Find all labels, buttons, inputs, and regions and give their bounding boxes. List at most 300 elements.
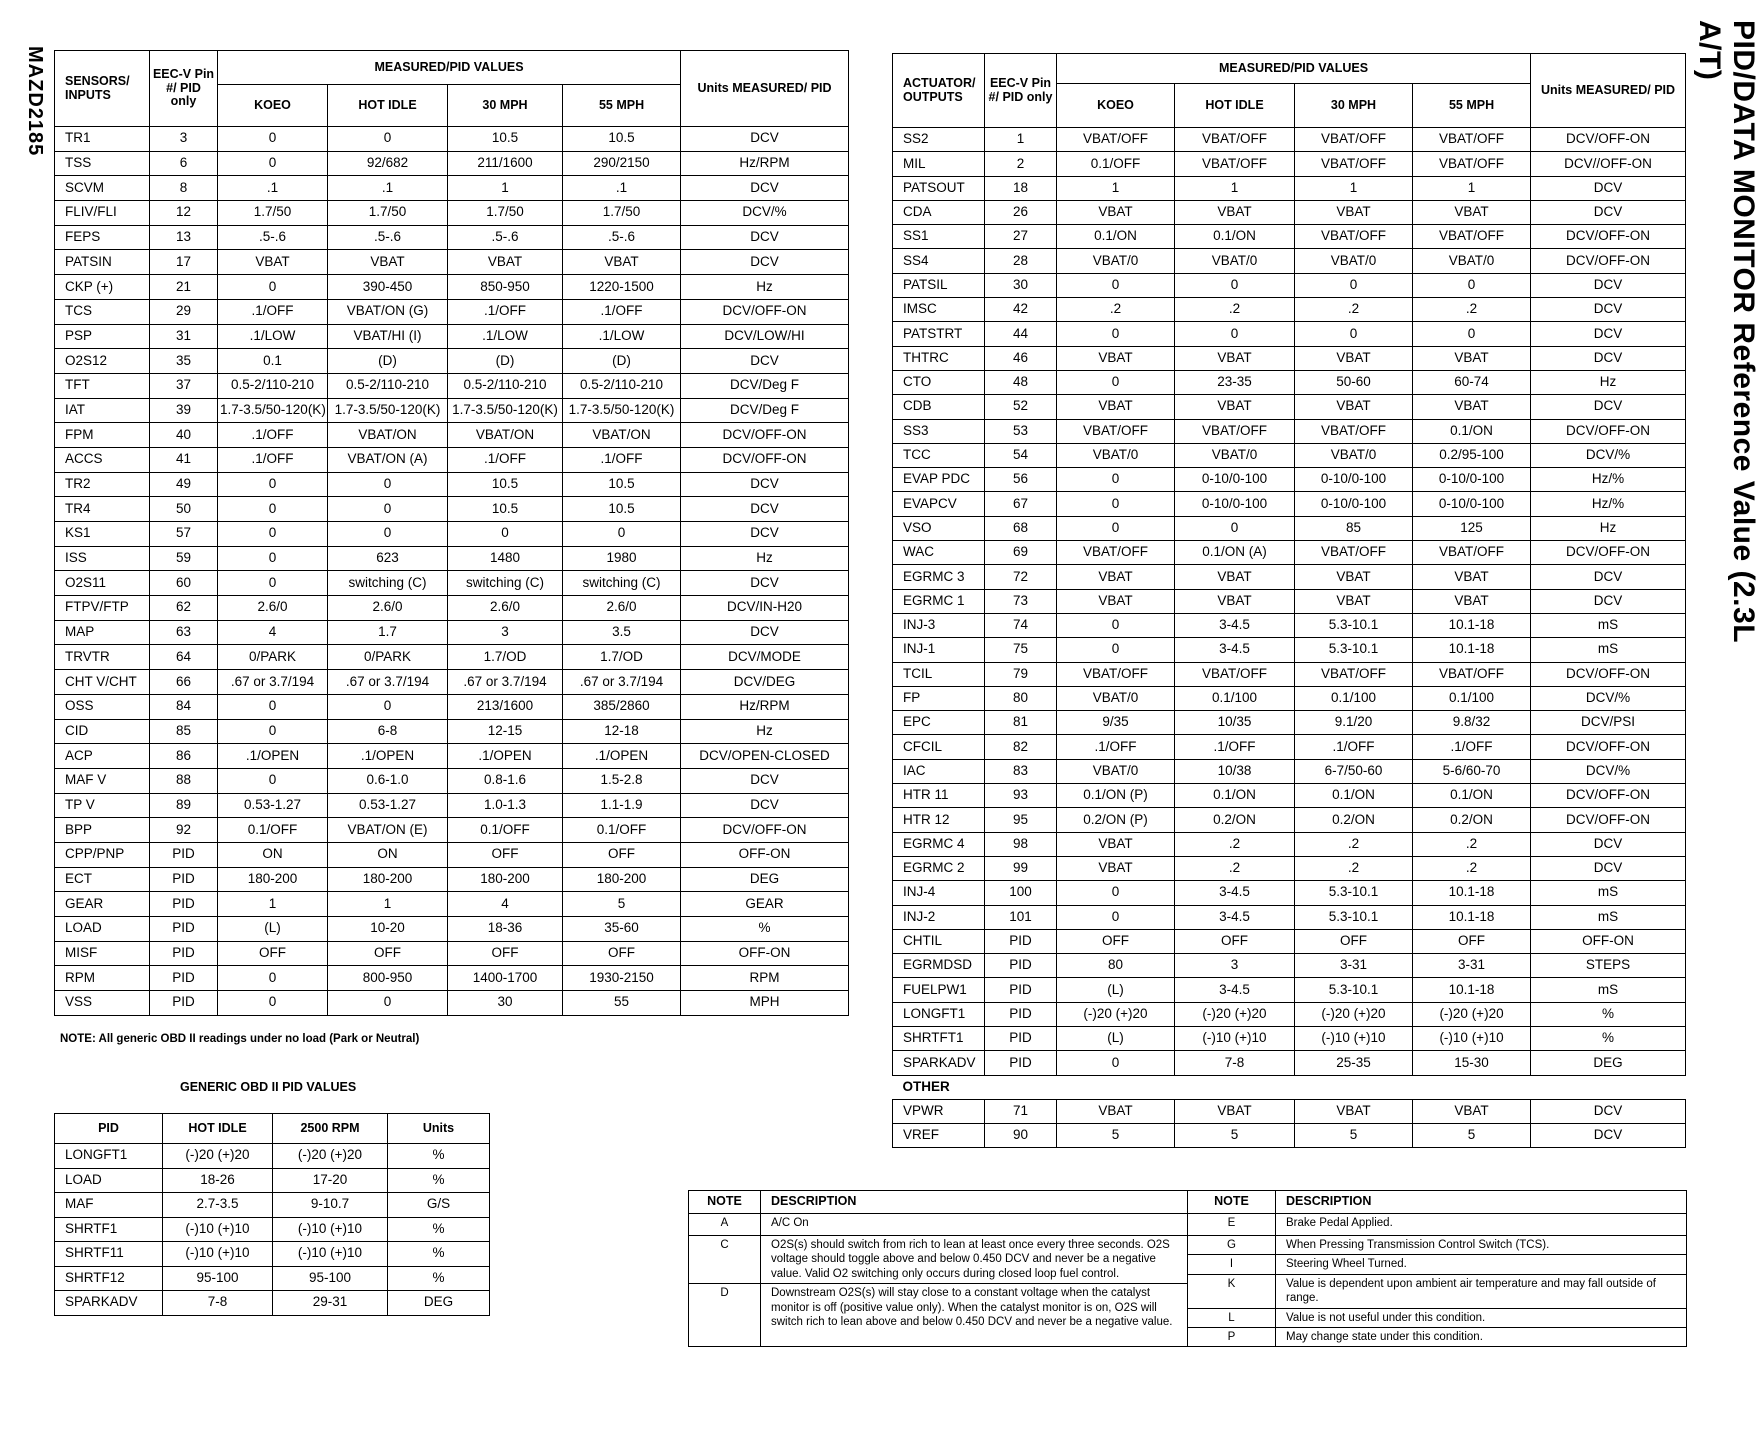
cell-value: 98 — [985, 832, 1057, 856]
table-row — [893, 200, 1686, 224]
cell-value: 0 — [1057, 516, 1175, 540]
cell-value: 3-4.5 — [1175, 978, 1295, 1002]
row-label: HTR 11 — [893, 784, 985, 808]
row-label: EGRMC 1 — [893, 589, 985, 613]
row-label: EPC — [893, 711, 985, 735]
sensors-header-units: Units MEASURED/ PID — [681, 51, 849, 127]
cell-value: 0.5-2/110-210 — [218, 373, 328, 398]
row-label: CDB — [893, 395, 985, 419]
cell-value: VBAT/0 — [1057, 443, 1175, 467]
row-label: CHTIL — [893, 929, 985, 953]
cell-value: VBAT — [218, 250, 328, 275]
cell-value: DCV — [681, 793, 849, 818]
cell-value: .1/OFF — [448, 447, 563, 472]
cell-value: 29 — [150, 299, 218, 324]
cell-value: .67 or 3.7/194 — [563, 670, 681, 695]
cell-value: 17-20 — [273, 1168, 388, 1193]
cell-value: DCV/DEG — [681, 670, 849, 695]
cell-value: 850-950 — [448, 275, 563, 300]
cell-value: (-)20 (+)20 — [1295, 1002, 1413, 1026]
cell-value: VBAT — [1413, 589, 1531, 613]
table-row — [55, 571, 849, 596]
cell-value: 0 — [328, 694, 448, 719]
row-label: THTRC — [893, 346, 985, 370]
cell-value: 0.1/OFF — [1057, 152, 1175, 176]
cell-value: Hz — [1531, 370, 1686, 394]
actuators-header-units: Units MEASURED/ PID — [1531, 54, 1686, 128]
cell-value: 90 — [985, 1124, 1057, 1148]
cell-value: mS — [1531, 613, 1686, 637]
cell-value: PID — [985, 929, 1057, 953]
note-code: D — [689, 1284, 761, 1347]
cell-value: DCV/% — [1531, 443, 1686, 467]
cell-value: STEPS — [1531, 954, 1686, 978]
cell-value: 211/1600 — [448, 151, 563, 176]
cell-value: 10.1-18 — [1413, 881, 1531, 905]
cell-value: VBAT — [1057, 200, 1175, 224]
note-description: A/C On — [761, 1214, 1188, 1236]
cell-value: 0.1 — [218, 349, 328, 374]
cell-value: 92 — [150, 818, 218, 843]
cell-value: VBAT — [1057, 565, 1175, 589]
cell-value: 0 — [328, 472, 448, 497]
cell-value: OFF-ON — [681, 941, 849, 966]
cell-value: VBAT/ON (G) — [328, 299, 448, 324]
cell-value: 59 — [150, 546, 218, 571]
cell-value: DCV — [1531, 346, 1686, 370]
table-row — [893, 784, 1686, 808]
cell-value: VBAT — [1413, 395, 1531, 419]
cell-value: PID — [150, 892, 218, 917]
cell-value: 0.1/OFF — [563, 818, 681, 843]
row-label: MIL — [893, 152, 985, 176]
cell-value: DCV — [681, 620, 849, 645]
cell-value: 1 — [448, 176, 563, 201]
cell-value: 95 — [985, 808, 1057, 832]
table-row — [55, 1266, 490, 1291]
row-label: SHRTFT1 — [893, 1026, 985, 1050]
table-row — [55, 151, 849, 176]
cell-value: 0.2/ON — [1413, 808, 1531, 832]
row-label: IAT — [55, 398, 150, 423]
row-label: LOAD — [55, 917, 150, 942]
row-label: CTO — [893, 370, 985, 394]
cell-value: 50-60 — [1295, 370, 1413, 394]
cell-value: .2 — [1295, 856, 1413, 880]
cell-value: (-)10 (+)10 — [1175, 1026, 1295, 1050]
table-row — [893, 881, 1686, 905]
table-row — [55, 620, 849, 645]
cell-value: 40 — [150, 423, 218, 448]
cell-value: switching (C) — [328, 571, 448, 596]
cell-value: 0 — [1175, 516, 1295, 540]
cell-value: DCV/OFF-ON — [1531, 128, 1686, 152]
row-label: RPM — [55, 966, 150, 991]
cell-value: Hz — [681, 546, 849, 571]
cell-value: % — [388, 1266, 490, 1291]
cell-value: 10.5 — [563, 472, 681, 497]
cell-value: 82 — [985, 735, 1057, 759]
row-label: MISF — [55, 941, 150, 966]
cell-value: 0.1/ON — [1175, 225, 1295, 249]
cell-value: DCV — [681, 176, 849, 201]
cell-value: (-)20 (+)20 — [273, 1144, 388, 1169]
cell-value: 1930-2150 — [563, 966, 681, 991]
row-label: TR1 — [55, 127, 150, 152]
table-row — [55, 991, 849, 1016]
cell-value: VBAT — [1057, 395, 1175, 419]
cell-value: VBAT — [1295, 346, 1413, 370]
row-label: TR2 — [55, 472, 150, 497]
cell-value: 0 — [328, 522, 448, 547]
cell-value: 53 — [985, 419, 1057, 443]
cell-value: VBAT/OFF — [1295, 419, 1413, 443]
table-row — [893, 1026, 1686, 1050]
row-label: VPWR — [893, 1099, 985, 1123]
cell-value: DCV/OFF-ON — [1531, 808, 1686, 832]
cell-value: OFF — [563, 842, 681, 867]
cell-value: DCV — [1531, 176, 1686, 200]
obd-header-hot-idle: HOT IDLE — [163, 1114, 273, 1144]
table-row — [893, 346, 1686, 370]
cell-value: 75 — [985, 638, 1057, 662]
cell-value: 10.5 — [563, 127, 681, 152]
row-label: INJ-4 — [893, 881, 985, 905]
cell-value: 15-30 — [1413, 1051, 1531, 1075]
cell-value: 0 — [1057, 905, 1175, 929]
cell-value: .1/OPEN — [218, 744, 328, 769]
cell-value: VBAT/ON — [563, 423, 681, 448]
table-row — [893, 808, 1686, 832]
cell-value: % — [388, 1168, 490, 1193]
cell-value: .2 — [1057, 298, 1175, 322]
cell-value: 1 — [218, 892, 328, 917]
cell-value: (D) — [448, 349, 563, 374]
cell-value: 10.5 — [448, 497, 563, 522]
cell-value: 0.53-1.27 — [218, 793, 328, 818]
note-code: G — [1188, 1236, 1276, 1255]
cell-value: 390-450 — [328, 275, 448, 300]
cell-value: 1.0-1.3 — [448, 793, 563, 818]
row-label: WAC — [893, 541, 985, 565]
cell-value: 1.7-3.5/50-120(K) — [563, 398, 681, 423]
cell-value: VBAT/0 — [1057, 249, 1175, 273]
page-title: PID/DATA MONITOR Reference Value (2.3L A/T) — [1693, 20, 1760, 643]
notes-header-description-2: DESCRIPTION — [1276, 1191, 1687, 1214]
cell-value: DCV/OFF-ON — [1531, 225, 1686, 249]
cell-value: 0.1/ON — [1175, 784, 1295, 808]
table-row — [893, 492, 1686, 516]
cell-value: 623 — [328, 546, 448, 571]
note-code: K — [1188, 1274, 1276, 1308]
cell-value: VBAT/0 — [1295, 443, 1413, 467]
section-row-other — [893, 1075, 1686, 1099]
cell-value: Hz — [1531, 516, 1686, 540]
row-label: EGRMDSD — [893, 954, 985, 978]
cell-value: 2.6/0 — [448, 596, 563, 621]
cell-value: 0 — [218, 768, 328, 793]
row-label: INJ-2 — [893, 905, 985, 929]
row-label: CID — [55, 719, 150, 744]
cell-value: VBAT — [448, 250, 563, 275]
row-label: TCS — [55, 299, 150, 324]
table-row — [55, 546, 849, 571]
table-row — [893, 298, 1686, 322]
cell-value: VBAT — [563, 250, 681, 275]
table-row — [893, 565, 1686, 589]
cell-value: 1 — [1057, 176, 1175, 200]
cell-value: 49 — [150, 472, 218, 497]
cell-value: 0-10/0-100 — [1413, 492, 1531, 516]
cell-value: mS — [1531, 881, 1686, 905]
table-row — [893, 905, 1686, 929]
cell-value: 17 — [150, 250, 218, 275]
row-label: CKP (+) — [55, 275, 150, 300]
cell-value: 0.5-2/110-210 — [563, 373, 681, 398]
cell-value: DCV/% — [1531, 686, 1686, 710]
table-row — [55, 1193, 490, 1218]
cell-value: VBAT/ON (A) — [328, 447, 448, 472]
cell-value: 1 — [985, 128, 1057, 152]
cell-value: 3 — [150, 127, 218, 152]
note-description: Downstream O2S(s) will stay close to a constant voltage when the catalyst monitor is off (positive value only). When the catalyst monitor is on, O2S will switch rich to lean above and below 0.450 DCV and never be a negative value. — [761, 1284, 1188, 1347]
row-label: FUELPW1 — [893, 978, 985, 1002]
cell-value: 3-4.5 — [1175, 905, 1295, 929]
cell-value: 0.1/ON — [1413, 784, 1531, 808]
table-row — [55, 917, 849, 942]
cell-value: VBAT/OFF — [1057, 419, 1175, 443]
cell-value: 0 — [1295, 322, 1413, 346]
cell-value: 9-10.7 — [273, 1193, 388, 1218]
row-label: SS4 — [893, 249, 985, 273]
cell-value: (L) — [218, 917, 328, 942]
table-row — [55, 275, 849, 300]
cell-value: VBAT/0 — [1175, 443, 1295, 467]
table-row — [55, 966, 849, 991]
cell-value: 0.6-1.0 — [328, 768, 448, 793]
row-label: KS1 — [55, 522, 150, 547]
table-row — [893, 395, 1686, 419]
cell-value: 73 — [985, 589, 1057, 613]
cell-value: PID — [985, 1051, 1057, 1075]
cell-value: DCV — [1531, 1099, 1686, 1123]
row-label: SPARKADV — [893, 1051, 985, 1075]
obd-header-2500rpm: 2500 RPM — [273, 1114, 388, 1144]
actuators-outputs-table — [892, 53, 1686, 1148]
cell-value: .1/OPEN — [328, 744, 448, 769]
table-row — [55, 324, 849, 349]
cell-value: % — [681, 917, 849, 942]
row-label: VSS — [55, 991, 150, 1016]
obd-table-title: GENERIC OBD II PID VALUES — [180, 1080, 357, 1094]
cell-value: VBAT/0 — [1295, 249, 1413, 273]
cell-value: .5-.6 — [218, 225, 328, 250]
cell-value: 1.7-3.5/50-120(K) — [448, 398, 563, 423]
cell-value: OFF — [218, 941, 328, 966]
cell-value: 0.1/100 — [1413, 686, 1531, 710]
table-row — [893, 711, 1686, 735]
note-code: C — [689, 1236, 761, 1284]
cell-value: 27 — [985, 225, 1057, 249]
table-row — [55, 842, 849, 867]
cell-value: 5 — [1295, 1124, 1413, 1148]
cell-value: VBAT/OFF — [1413, 152, 1531, 176]
note-description: May change state under this condition. — [1276, 1327, 1687, 1346]
cell-value: VBAT/OFF — [1175, 419, 1295, 443]
row-label: INJ-1 — [893, 638, 985, 662]
cell-value: PID — [150, 941, 218, 966]
row-label: FLIV/FLI — [55, 201, 150, 226]
cell-value: VBAT/ON — [328, 423, 448, 448]
row-label: VREF — [893, 1124, 985, 1148]
cell-value: 86 — [150, 744, 218, 769]
table-row — [55, 694, 849, 719]
row-label: CPP/PNP — [55, 842, 150, 867]
table-row — [893, 176, 1686, 200]
cell-value: PID — [985, 1026, 1057, 1050]
row-label: CHT V/CHT — [55, 670, 150, 695]
cell-value: 0 — [218, 546, 328, 571]
cell-value: 0.2/ON — [1175, 808, 1295, 832]
cell-value: 0-10/0-100 — [1295, 468, 1413, 492]
cell-value: VBAT — [1175, 200, 1295, 224]
cell-value: 25-35 — [1295, 1051, 1413, 1075]
row-label: SHRTF12 — [55, 1266, 163, 1291]
row-label: LONGFT1 — [55, 1144, 163, 1169]
cell-value: DCV — [681, 225, 849, 250]
cell-value: PID — [150, 867, 218, 892]
cell-value: VBAT — [1295, 589, 1413, 613]
cell-value: 0 — [1413, 273, 1531, 297]
notes-header-description: DESCRIPTION — [761, 1191, 1188, 1214]
cell-value: VBAT/ON — [448, 423, 563, 448]
cell-value: VBAT — [1175, 395, 1295, 419]
note-code: A — [689, 1214, 761, 1236]
cell-value: 2 — [985, 152, 1057, 176]
table-row — [893, 468, 1686, 492]
cell-value: DCV/OFF-ON — [681, 299, 849, 324]
row-label: TFT — [55, 373, 150, 398]
row-label: ECT — [55, 867, 150, 892]
cell-value: 5 — [1057, 1124, 1175, 1148]
cell-value: PID — [150, 991, 218, 1016]
cell-value: 6-8 — [328, 719, 448, 744]
cell-value: DCV — [1531, 589, 1686, 613]
row-label: ISS — [55, 546, 150, 571]
notes-header-note: NOTE — [689, 1191, 761, 1214]
cell-value: VBAT/OFF — [1295, 128, 1413, 152]
cell-value: 10/35 — [1175, 711, 1295, 735]
cell-value: 0 — [218, 275, 328, 300]
cell-value: (-)20 (+)20 — [1057, 1002, 1175, 1026]
table-row — [55, 793, 849, 818]
table-row — [55, 1291, 490, 1316]
actuators-header-koeo: KOEO — [1057, 84, 1175, 128]
cell-value: 54 — [985, 443, 1057, 467]
table-row — [893, 273, 1686, 297]
cell-value: 101 — [985, 905, 1057, 929]
cell-value: 10.5 — [563, 497, 681, 522]
sensors-header-group: MEASURED/PID VALUES — [218, 51, 681, 85]
table-row — [55, 867, 849, 892]
row-label: TCC — [893, 443, 985, 467]
cell-value: VBAT — [1413, 1099, 1531, 1123]
row-label: TSS — [55, 151, 150, 176]
table-row — [893, 686, 1686, 710]
section-label: OTHER — [893, 1075, 1686, 1099]
row-label: HTR 12 — [893, 808, 985, 832]
cell-value: 89 — [150, 793, 218, 818]
sensors-inputs-table — [54, 50, 849, 1016]
cell-value: ON — [328, 842, 448, 867]
cell-value: 0 — [218, 497, 328, 522]
cell-value: 0 — [218, 966, 328, 991]
cell-value: 1.7/OD — [448, 645, 563, 670]
cell-value: 30 — [448, 991, 563, 1016]
cell-value: (-)10 (+)10 — [273, 1217, 388, 1242]
cell-value: OFF-ON — [1531, 929, 1686, 953]
cell-value: 1.7/OD — [563, 645, 681, 670]
cell-value: PID — [985, 978, 1057, 1002]
cell-value: 2.7-3.5 — [163, 1193, 273, 1218]
cell-value: DCV/OFF-ON — [1531, 662, 1686, 686]
cell-value: 3-4.5 — [1175, 638, 1295, 662]
cell-value: DCV — [681, 571, 849, 596]
cell-value: 3.5 — [563, 620, 681, 645]
table-row — [55, 941, 849, 966]
row-label: IAC — [893, 759, 985, 783]
cell-value: 0 — [1057, 613, 1175, 637]
cell-value: 1.7/50 — [448, 201, 563, 226]
cell-value: 46 — [985, 346, 1057, 370]
cell-value: .1/OFF — [563, 447, 681, 472]
cell-value: 0 — [218, 127, 328, 152]
cell-value: 0.1/OFF — [448, 818, 563, 843]
cell-value: 1.7-3.5/50-120(K) — [218, 398, 328, 423]
cell-value: 10.1-18 — [1413, 613, 1531, 637]
cell-value: 1480 — [448, 546, 563, 571]
cell-value: OFF — [328, 941, 448, 966]
cell-value: DCV — [681, 349, 849, 374]
cell-value: VBAT/OFF — [1413, 128, 1531, 152]
cell-value: 1.7/50 — [328, 201, 448, 226]
cell-value: (-)10 (+)10 — [1295, 1026, 1413, 1050]
cell-value: 31 — [150, 324, 218, 349]
cell-value: .5-.6 — [328, 225, 448, 250]
cell-value: DCV/OFF-ON — [681, 447, 849, 472]
cell-value: 0 — [218, 522, 328, 547]
cell-value: VBAT — [1295, 200, 1413, 224]
table-row — [893, 322, 1686, 346]
cell-value: VBAT/OFF — [1295, 152, 1413, 176]
cell-value: DCV/OFF-ON — [681, 423, 849, 448]
table-row — [893, 832, 1686, 856]
cell-value: ON — [218, 842, 328, 867]
cell-value: 10-20 — [328, 917, 448, 942]
table-row — [893, 954, 1686, 978]
cell-value: VBAT/0 — [1413, 249, 1531, 273]
cell-value: VBAT — [1175, 565, 1295, 589]
cell-value: 1.7 — [328, 620, 448, 645]
table-row — [893, 589, 1686, 613]
row-label: LONGFT1 — [893, 1002, 985, 1026]
cell-value: DCV/OFF-ON — [1531, 784, 1686, 808]
cell-value: 0-10/0-100 — [1175, 492, 1295, 516]
row-label: SPARKADV — [55, 1291, 163, 1316]
cell-value: VBAT — [1057, 1099, 1175, 1123]
cell-value: 0 — [1057, 638, 1175, 662]
row-label: FPM — [55, 423, 150, 448]
